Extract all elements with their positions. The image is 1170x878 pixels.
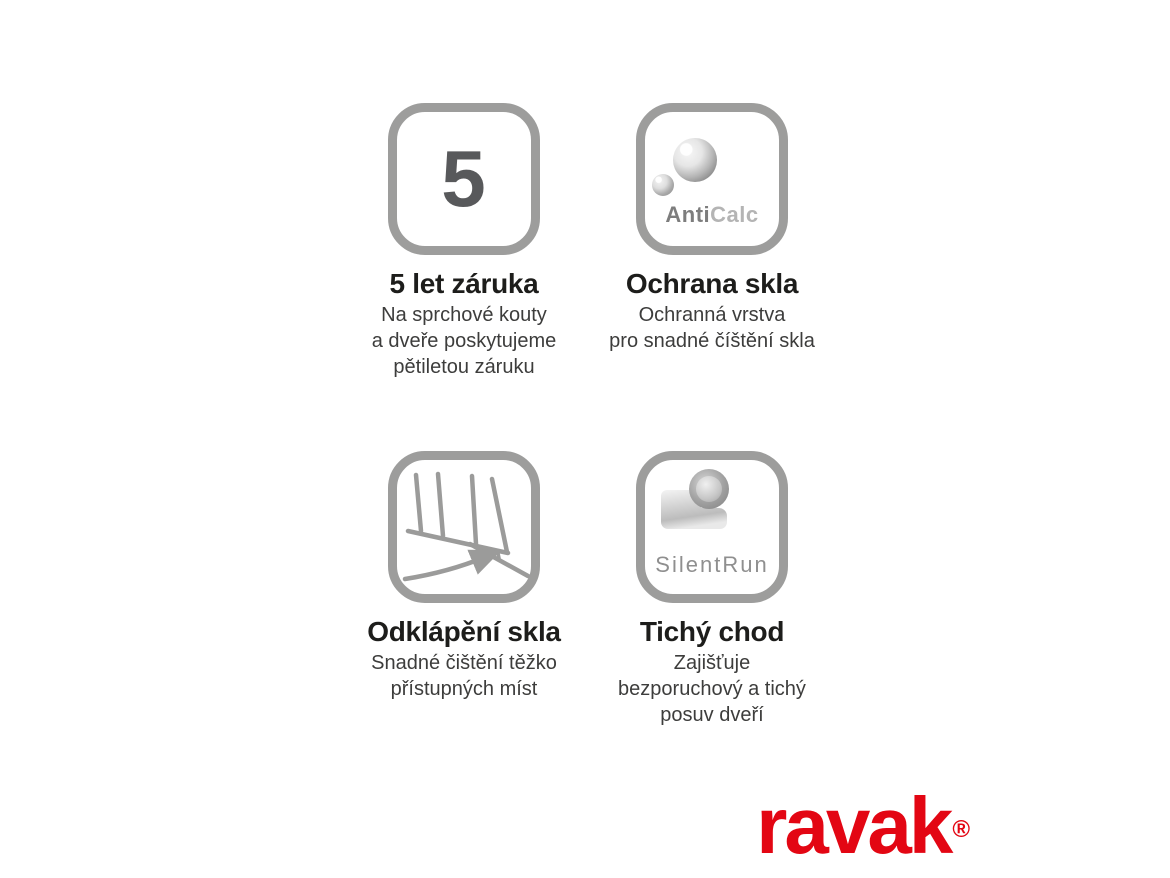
feature-description-warranty [340,302,588,380]
water-drop-large-icon [673,138,717,182]
anticalc-wordmark-dark: Anti [665,202,711,227]
feature-warranty [340,103,588,451]
description-line: Snadné čištění těžko [371,652,557,674]
feature-description-glass-tilt [340,650,588,702]
feature-silent-run [588,451,836,799]
description-line: přístupných míst [390,678,538,700]
feature-title-warranty: 5 let záruka [389,268,539,299]
silentrun-wordmark: SilentRun [655,552,769,577]
description-line: Na sprchové kouty [381,304,547,326]
feature-glass-tilt [340,451,588,799]
feature-description-glass-protection [588,302,836,354]
water-drop-small-icon [652,174,674,196]
features-grid [340,103,836,799]
five-year-badge-icon [388,103,540,255]
description-line: posuv dveří [660,704,764,726]
anticalc-wordmark [645,204,779,226]
silentrun-roller-icon [636,451,788,603]
glass-tilt-arrow-icon [388,451,540,603]
feature-description-silent-run [588,650,836,728]
description-line: Ochranná vrstva [638,304,786,326]
number-five: 5 [441,134,487,223]
anticalc-wordmark-light: Calc [710,202,759,227]
glass-tilt-drawing [397,460,531,594]
feature-title-silent-run: Tichý chod [639,616,785,647]
description-line: pro snadné číštění skla [609,330,815,352]
description-line: Zajišťuje [673,652,751,674]
description-line: a dveře poskytujeme [371,330,557,352]
feature-title-glass-protection: Ochrana skla [625,268,799,299]
ravak-logo-text: ravak [756,781,951,870]
description-line: bezporuchový a tichý [618,678,806,700]
ravak-logo [756,781,970,870]
feature-glass-protection [588,103,836,451]
feature-title-glass-tilt: Odklápění skla [367,616,561,647]
registered-trademark-symbol: ® [952,816,970,843]
anticalc-bubbles-icon [636,103,788,255]
description-line: pětiletou záruku [393,356,535,378]
